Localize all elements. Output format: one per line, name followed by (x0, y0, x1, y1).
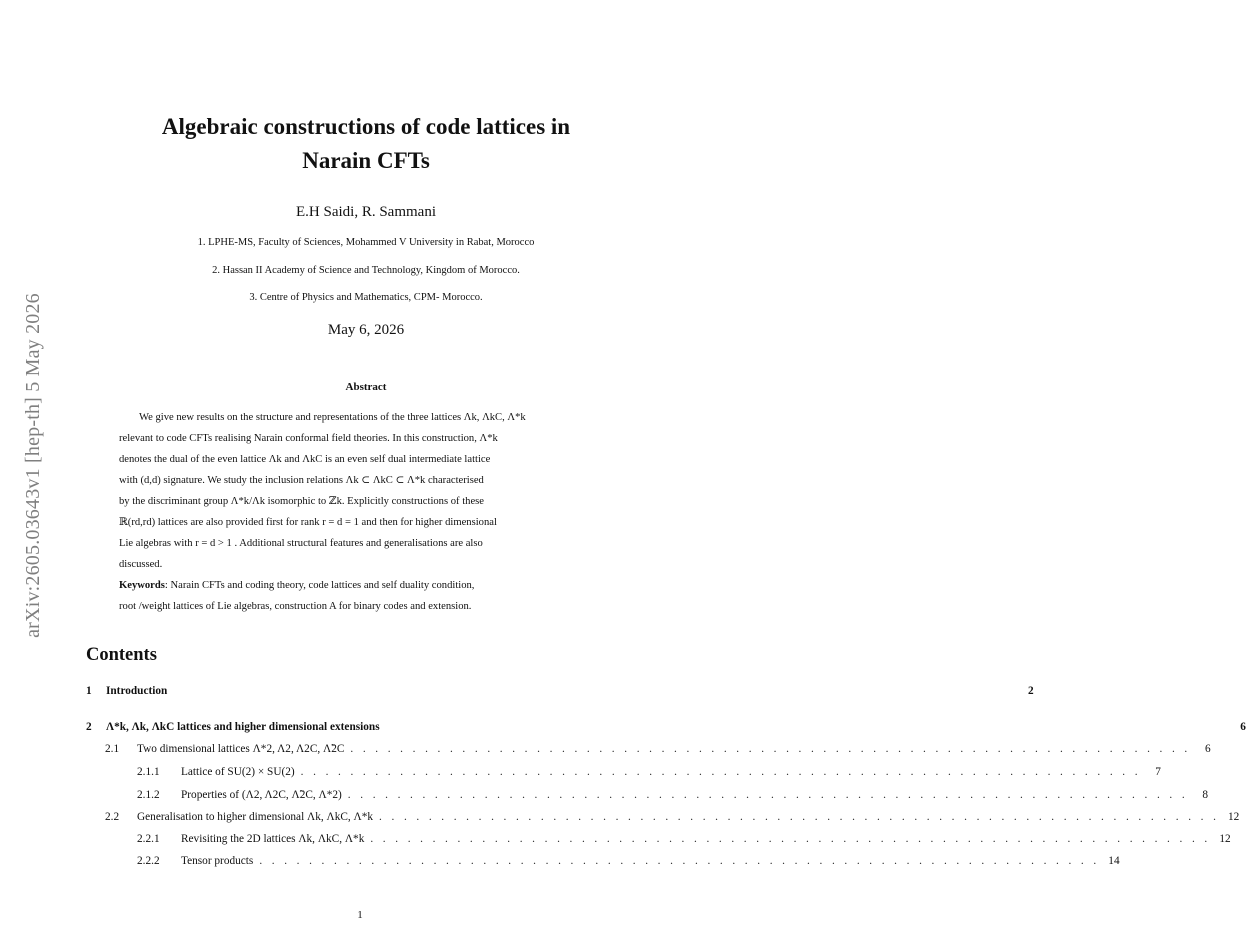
toc-page: 12 (1228, 811, 1240, 823)
table-of-contents (86, 0, 1246, 932)
toc-page: 12 (1219, 833, 1231, 845)
affiliation-2: 2. Hassan II Academy of Science and Technology, Kingdom of Morocco. (212, 265, 520, 276)
abstract-line: relevant to code CFTs realising Narain conformal field theories. In this construction, Λ*k (119, 433, 498, 444)
toc-leader: . . . . . . . . . . . . . . . . . . . . . . . . . . . . . . . . . . . . . . . . . . . . . . . . . . . . . . . . . . . . . . . . . . . . (370, 833, 1211, 845)
toc-label: Λ*k, Λk, ΛkC lattices and higher dimensional extensions (106, 721, 380, 733)
affiliation-3: 3. Centre of Physics and Mathematics, CPM- Morocco. (249, 292, 483, 303)
toc-leader: . . . . . . . . . . . . . . . . . . . . . . . . . . . . . . . . . . . . . . . . . . . . . . . . . . . . . . . . . . . . . . . . . . . . (347, 789, 1189, 801)
toc-number: 2.1.2 (137, 789, 160, 801)
abstract-line: denotes the dual of the even lattice Λk and ΛkC is an even self dual intermediate lattice (119, 454, 491, 465)
title-line-2: Narain CFTs (302, 148, 430, 173)
toc-label: Properties of (Λ2, Λ2C, Λ̃2C, Λ*2) (181, 789, 342, 801)
keywords-line: root /weight lattices of Lie algebras, construction A for binary codes and extension. (119, 601, 472, 612)
abstract-line: discussed. (119, 559, 163, 570)
toc-entry[interactable] (105, 811, 1240, 829)
arxiv-identifier: arXiv:2605.03643v1 [hep-th] 5 May 2026 (21, 292, 44, 638)
toc-entry[interactable] (86, 685, 1034, 703)
toc-label: Revisiting the 2D lattices Λk, ΛkC, Λ*k (181, 833, 365, 845)
affiliation-1: 1. LPHE-MS, Faculty of Sciences, Mohammed V University in Rabat, Morocco (197, 237, 535, 248)
toc-page: 7 (1155, 766, 1161, 778)
toc-number: 2.2.2 (137, 855, 160, 867)
toc-entry[interactable] (86, 721, 1246, 739)
toc-page: 6 (1240, 721, 1246, 733)
arxiv-sidebar (18, 260, 48, 670)
abstract-line: We give new results on the structure and representations of the three lattices Λk, ΛkC, Λ*k (139, 412, 526, 423)
toc-page: 6 (1205, 743, 1211, 755)
toc-number: 1 (86, 685, 92, 697)
contents-heading: Contents (86, 645, 157, 665)
keywords-label: Keywords (119, 580, 165, 591)
toc-leader: . . . . . . . . . . . . . . . . . . . . . . . . . . . . . . . . . . . . . . . . . . . . . . . . . . . . . . . . . . . . . . . . . . . . (350, 743, 1191, 755)
abstract-line: ℝ(rd,rd) lattices are also provided first for rank r = d = 1 and then for higher dimensional (119, 517, 497, 528)
title-line-1: Algebraic constructions of code lattices in (161, 114, 571, 139)
abstract-heading: Abstract (345, 381, 387, 393)
toc-entry[interactable] (105, 743, 1211, 761)
toc-number: 2.2 (105, 811, 120, 823)
toc-leader: . . . . . . . . . . . . . . . . . . . . . . . . . . . . . . . . . . . . . . . . . . . . . . . . . . . . . . . . . . . . . . . . . . . . (259, 855, 1100, 867)
toc-entry[interactable] (137, 833, 1231, 851)
toc-number: 2.1.1 (137, 766, 160, 778)
abstract-line: by the discriminant group Λ*k/Λk isomorphic to ℤk. Explicitly constructions of these (119, 496, 484, 507)
paper-date: May 6, 2026 (327, 322, 405, 338)
abstract-line: Lie algebras with r = d > 1 . Additional structural features and generalisations are also (119, 538, 483, 549)
toc-number: 2.1 (105, 743, 120, 755)
toc-label: Tensor products (181, 855, 254, 867)
toc-page: 14 (1108, 855, 1120, 867)
toc-leader: . . . . . . . . . . . . . . . . . . . . . . . . . . . . . . . . . . . . . . . . . . . . . . . . . . . . . . . . . . . . . . . . . . . . (300, 766, 1141, 778)
keywords-text: : Narain CFTs and coding theory, code lattices and self duality condition, (164, 580, 475, 591)
toc-label: Introduction (106, 685, 168, 697)
authors: E.H Saidi, R. Sammani (296, 204, 436, 220)
toc-leader: . . . . . . . . . . . . . . . . . . . . . . . . . . . . . . . . . . . . . . . . . . . . . . . . . . . . . . . . . . . . . . . . . . . . (379, 811, 1220, 823)
toc-label: Lattice of SU(2) × SU(2) (181, 766, 295, 778)
abstract-line: with (d,d) signature. We study the inclusion relations Λk ⊂ ΛkC ⊂ Λ*k characterised (119, 475, 484, 486)
toc-entry[interactable] (137, 789, 1209, 807)
toc-page: 2 (1027, 685, 1034, 697)
toc-label: Generalisation to higher dimensional Λk, ΛkC, Λ*k (137, 811, 374, 823)
page-number: 1 (357, 909, 363, 921)
toc-number: 2 (86, 721, 92, 733)
toc-entry[interactable] (137, 855, 1120, 873)
toc-number: 2.2.1 (137, 833, 160, 845)
toc-page: 8 (1202, 789, 1209, 801)
toc-entry[interactable] (137, 766, 1161, 784)
toc-label: Two dimensional lattices Λ*2, Λ2, Λ2C, Λ̃2C (137, 743, 345, 755)
